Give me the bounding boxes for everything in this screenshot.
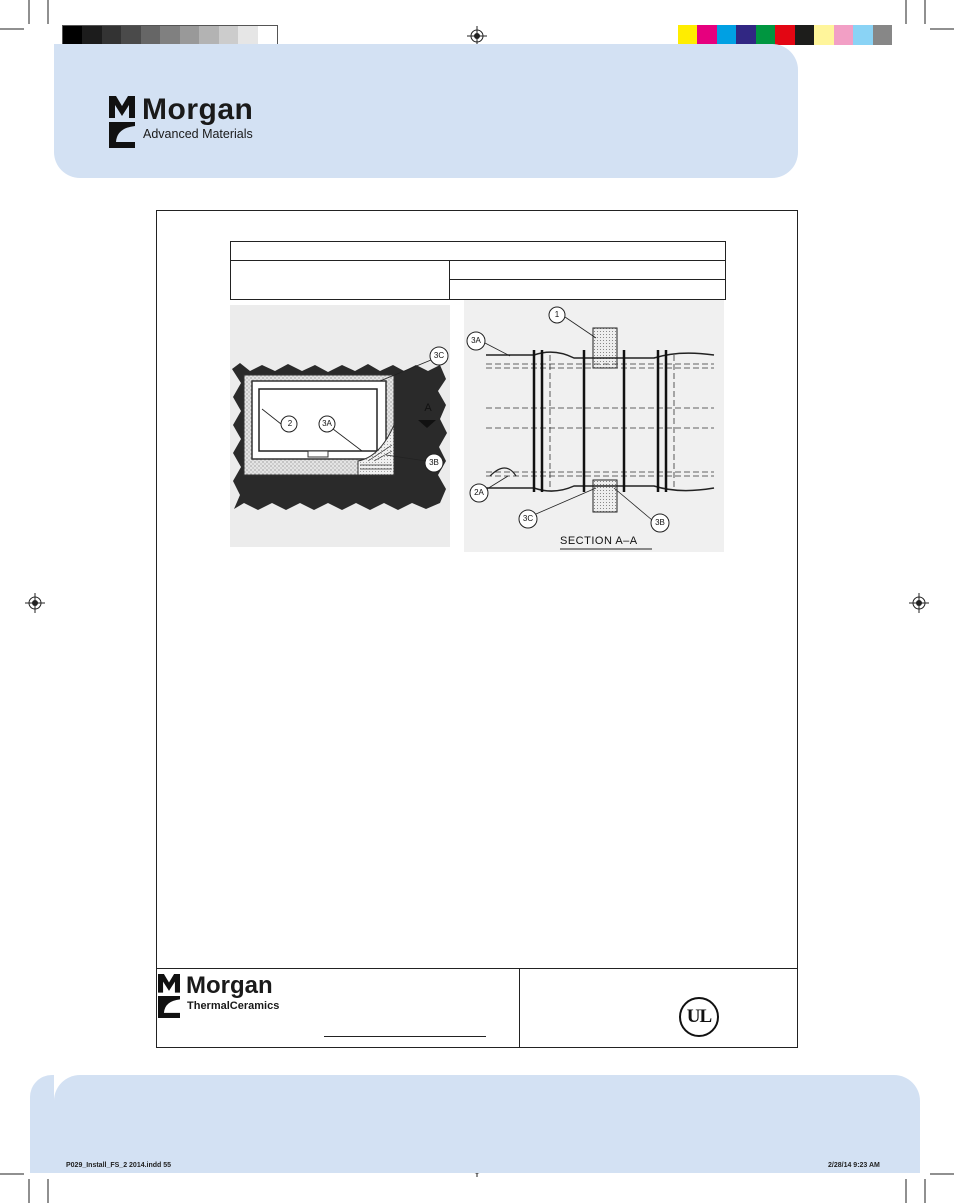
- section-view-drawing: [464, 300, 724, 552]
- footer-band-strip: [30, 1075, 54, 1173]
- color-swatch: [736, 25, 755, 45]
- registration-mark-top-icon: [467, 26, 487, 46]
- morgan-footer-logo-icon: [158, 973, 180, 1019]
- color-bar: [678, 25, 892, 45]
- callout-2a: 2A: [474, 488, 484, 497]
- color-swatch: [853, 25, 872, 45]
- section-marker: A: [424, 402, 432, 414]
- table-rule-top: [231, 260, 725, 261]
- plan-view-drawing: [230, 305, 450, 547]
- callout-3a-left: 3A: [322, 419, 332, 428]
- color-swatch: [834, 25, 853, 45]
- footer-brand: Morgan: [186, 972, 273, 999]
- registration-mark-right-icon: [909, 593, 929, 613]
- header-subbrand: Advanced Materials: [143, 127, 253, 141]
- callout-3b-right: 3B: [655, 518, 665, 527]
- color-swatch: [697, 25, 716, 45]
- slug-file: P029_Install_FS_2 2014.indd 55: [66, 1162, 172, 1169]
- table-rule-right: [450, 279, 725, 280]
- ul-mark: [679, 997, 719, 1037]
- system-info-table: [230, 241, 726, 300]
- morgan-logo-icon: [109, 96, 135, 148]
- header-brand: Morgan: [142, 93, 254, 126]
- color-swatch: [795, 25, 814, 45]
- registration-mark-left-icon: [25, 593, 45, 613]
- frame-footer-divider: [519, 968, 520, 1047]
- slug-datetime: 2/28/14 9:23 AM: [828, 1162, 880, 1169]
- callout-3a-right: 3A: [471, 336, 481, 345]
- callout-3c-right: 3C: [522, 514, 534, 523]
- color-swatch: [814, 25, 833, 45]
- signature-line: [324, 1036, 486, 1037]
- callout-1: 1: [554, 310, 560, 319]
- footer-band: [54, 1075, 920, 1173]
- footer-subbrand: ThermalCeramics: [187, 1000, 280, 1012]
- color-swatch: [717, 25, 736, 45]
- color-swatch: [873, 25, 892, 45]
- color-swatch: [678, 25, 697, 45]
- frame-footer-rule: [156, 968, 798, 969]
- callout-2: 2: [287, 419, 293, 428]
- color-swatch: [756, 25, 775, 45]
- section-title: SECTION A–A: [560, 535, 638, 547]
- color-swatch: [775, 25, 794, 45]
- callout-3c-left: 3C: [433, 351, 445, 360]
- callout-3b-left: 3B: [429, 458, 439, 467]
- ul-mark-text: UL: [686, 1006, 712, 1027]
